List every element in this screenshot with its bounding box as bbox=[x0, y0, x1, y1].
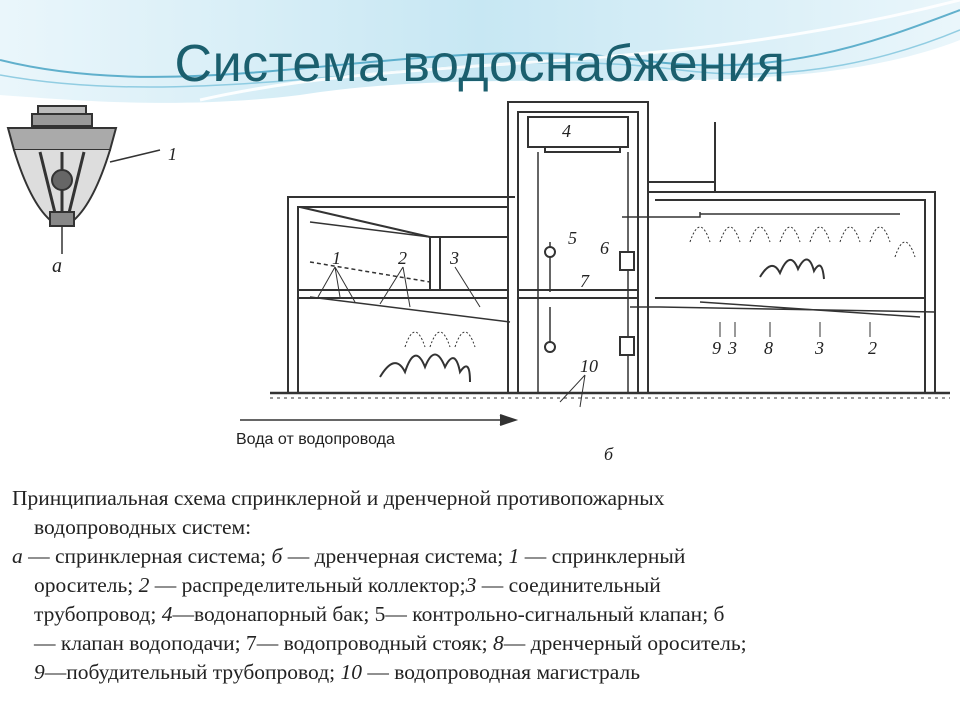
caption-text: — распределительный коллектор; bbox=[149, 573, 466, 597]
caption-line-6 bbox=[12, 629, 952, 658]
label-2-left: 2 bbox=[398, 248, 407, 268]
water-tank bbox=[528, 117, 628, 152]
figure-caption bbox=[12, 484, 952, 687]
sprinkler-head-drawing bbox=[8, 106, 160, 254]
label-sprinkler-1: 1 bbox=[168, 144, 177, 164]
caption-term: а bbox=[12, 544, 23, 568]
caption-text: ороситель; bbox=[34, 573, 139, 597]
label-5: 5 bbox=[568, 228, 577, 248]
caption-text: — дренчерный ороситель; bbox=[503, 631, 747, 655]
label-3-left: 3 bbox=[450, 248, 459, 268]
caption-text: — спринклерный bbox=[519, 544, 686, 568]
label-8: 8 bbox=[764, 338, 773, 358]
caption-term: б bbox=[271, 544, 283, 568]
caption-line-5 bbox=[12, 600, 952, 629]
caption-text: —побудительный трубопровод; bbox=[44, 660, 341, 684]
caption-line-1: Принципиальная схема спринклерной и дренчерной противопожарных bbox=[12, 486, 665, 510]
caption-term: 2 bbox=[138, 573, 150, 597]
caption-line-2: водопроводных систем: bbox=[34, 515, 252, 539]
building-outline bbox=[288, 102, 935, 392]
caption-term: 9 bbox=[34, 660, 45, 684]
label-7: 7 bbox=[580, 271, 589, 291]
caption-line-4 bbox=[12, 571, 952, 600]
label-9: 9 bbox=[712, 338, 721, 358]
label-b: б bbox=[604, 444, 614, 464]
drencher-pipelines bbox=[700, 214, 920, 317]
caption-term: 1 bbox=[508, 544, 520, 568]
slide-title: Система водоснабжения bbox=[174, 35, 786, 93]
label-2-right: 2 bbox=[868, 338, 877, 358]
caption-line-3 bbox=[12, 542, 952, 571]
caption-text: — дренчерная система; bbox=[282, 544, 509, 568]
fire-flames bbox=[380, 259, 824, 382]
caption-term: 10 bbox=[340, 660, 362, 684]
caption-text: — водопроводная магистраль bbox=[361, 660, 640, 684]
label-a: а bbox=[52, 255, 62, 277]
label-4: 4 bbox=[562, 121, 571, 141]
caption-text: — спринклерная система; bbox=[22, 544, 272, 568]
caption-text: — клапан водоподачи; 7— водопроводный стояк; bbox=[34, 631, 494, 655]
label-3-b: 3 bbox=[815, 338, 824, 358]
label-10: 10 bbox=[580, 356, 598, 376]
schematic-svg bbox=[0, 92, 960, 467]
label-1-left: 1 bbox=[332, 248, 341, 268]
water-sprays bbox=[405, 227, 915, 347]
caption-text: трубопровод; bbox=[34, 602, 162, 626]
label-6: 6 bbox=[600, 238, 609, 258]
schematic-figure bbox=[0, 92, 960, 467]
label-3-a: 3 bbox=[728, 338, 737, 358]
caption-text: — соединительный bbox=[476, 573, 661, 597]
caption-term: 8 bbox=[493, 631, 504, 655]
leader-lines bbox=[318, 267, 870, 407]
caption-term: 4 bbox=[161, 602, 173, 626]
caption-text: —водонапорный бак; 5— контрольно-сигнальный клапан; б bbox=[172, 602, 725, 626]
water-supply-label: Вода от водопровода bbox=[236, 431, 395, 448]
water-inflow-arrow bbox=[240, 415, 515, 425]
caption-term: 3 bbox=[465, 573, 477, 597]
caption-line-7 bbox=[12, 658, 952, 687]
